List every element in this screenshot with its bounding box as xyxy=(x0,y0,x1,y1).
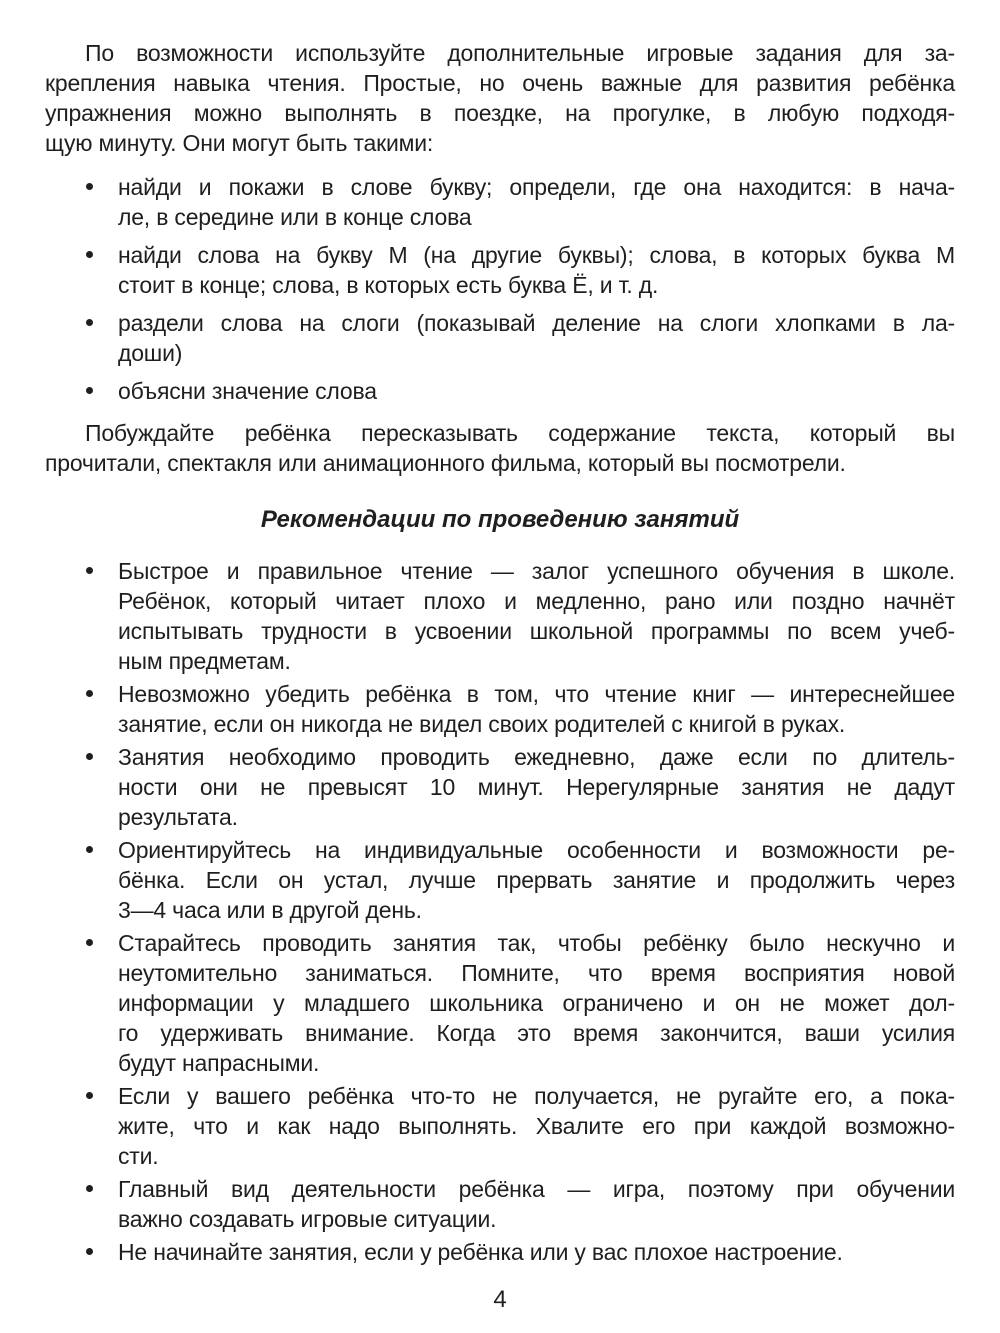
bullet-icon xyxy=(45,679,118,709)
list-item-text xyxy=(118,1237,955,1267)
text-line: го удерживать внимание. Когда это время закончится, ваши усилия xyxy=(118,1020,955,1046)
text-line: информации у младшего школьника ограничено и он не может дол- xyxy=(118,990,955,1016)
game-tasks-list xyxy=(45,172,955,406)
bullet-icon xyxy=(45,556,118,586)
list-item xyxy=(45,1174,955,1234)
section-heading: Рекомендации по проведению занятий xyxy=(260,506,740,533)
bullet-icon xyxy=(45,1081,118,1111)
text-line: найди и покажи в слове букву; определи, где она находится: в нача- xyxy=(118,174,955,200)
list-item-text xyxy=(118,928,955,1078)
text-line: неутомительно заниматься. Помните, что время восприятия новой xyxy=(118,960,955,986)
list-item-text xyxy=(118,172,955,232)
text-line: Не начинайте занятия, если у ребёнка или у вас плохое настроение. xyxy=(118,1239,843,1265)
text-line: стоит в конце; слова, в которых есть буква Ё, и т. д. xyxy=(118,272,659,298)
text-line: упражнения можно выполнять в поездке, на прогулке, в любую подходя- xyxy=(45,100,955,126)
bullet-icon xyxy=(45,742,118,772)
bullet-icon xyxy=(45,376,118,406)
list-item xyxy=(45,172,955,232)
list-item-text xyxy=(118,556,955,676)
list-item xyxy=(45,556,955,676)
list-item-text xyxy=(118,240,955,300)
list-item-text xyxy=(118,1174,955,1234)
text-line: ности они не превысят 10 минут. Нерегулярные занятия не дадут xyxy=(118,774,955,800)
list-item xyxy=(45,679,955,739)
list-item xyxy=(45,1237,955,1267)
text-line: доши) xyxy=(118,340,183,366)
text-line: Старайтесь проводить занятия так, чтобы ребёнку было нескучно и xyxy=(118,930,955,956)
bullet-icon xyxy=(45,172,118,202)
text-line: щую минуту. Они могут быть такими: xyxy=(45,130,434,156)
text-line: Быстрое и правильное чтение — залог успешного обучения в школе. xyxy=(118,558,955,584)
text-line: жите, что и как надо выполнять. Хвалите его при каждой возможно- xyxy=(118,1113,955,1139)
bullet-icon xyxy=(45,835,118,865)
text-line: испытывать трудности в усвоении школьной программы по всем учеб- xyxy=(118,618,955,644)
text-line: занятие, если он никогда не видел своих родителей с книгой в руках. xyxy=(118,711,846,737)
list-item-text xyxy=(118,308,955,368)
text-line: 3—4 часа или в другой день. xyxy=(118,897,422,923)
text-line: результата. xyxy=(118,804,238,830)
text-line: Ребёнок, который читает плохо и медленно, рано или поздно начнёт xyxy=(118,588,955,614)
list-item xyxy=(45,376,955,406)
text-line: бёнка. Если он устал, лучше прервать занятие и продолжить через xyxy=(118,867,955,893)
text-line: Занятия необходимо проводить ежедневно, даже если по длитель- xyxy=(118,744,955,770)
text-line: сти. xyxy=(118,1143,159,1169)
list-item xyxy=(45,308,955,368)
list-item-text xyxy=(118,679,955,739)
text-line: ным предметам. xyxy=(118,648,291,674)
text-line: Главный вид деятельности ребёнка — игра, поэтому при обучении xyxy=(118,1176,955,1202)
list-item-text xyxy=(118,835,955,925)
intro-paragraph xyxy=(45,38,955,158)
list-item-text xyxy=(118,376,955,406)
text-line: будут напрасными. xyxy=(118,1050,320,1076)
list-item-text xyxy=(118,1081,955,1171)
bullet-icon xyxy=(45,308,118,338)
text-line: ле, в середине или в конце слова xyxy=(118,204,472,230)
recommendations-list xyxy=(45,556,955,1267)
text-line: объясни значение слова xyxy=(118,378,377,404)
text-line: Невозможно убедить ребёнка в том, что чтение книг — интереснейшее xyxy=(118,681,955,707)
list-item xyxy=(45,240,955,300)
text-line: Побуждайте ребёнка пересказывать содержание текста, который вы xyxy=(85,420,955,446)
retell-paragraph xyxy=(45,418,955,478)
list-item xyxy=(45,742,955,832)
bullet-icon xyxy=(45,928,118,958)
list-item-text xyxy=(118,742,955,832)
bullet-icon xyxy=(45,1174,118,1204)
text-line: Ориентируйтесь на индивидуальные особенности и возможности ре- xyxy=(118,837,955,863)
text-line: важно создавать игровые ситуации. xyxy=(118,1206,497,1232)
text-line: Если у вашего ребёнка что-то не получается, не ругайте его, а пока- xyxy=(118,1083,955,1109)
list-item xyxy=(45,1081,955,1171)
text-line: прочитали, спектакля или анимационного фильма, который вы посмотрели. xyxy=(45,450,846,476)
list-item xyxy=(45,835,955,925)
text-line: раздели слова на слоги (показывай деление на слоги хлопками в ла- xyxy=(118,310,955,336)
text-line: По возможности используйте дополнительные игровые задания для за- xyxy=(85,40,955,66)
bullet-icon xyxy=(45,240,118,270)
text-line: найди слова на букву М (на другие буквы); слова, в которых буква М xyxy=(118,242,955,268)
list-item xyxy=(45,928,955,1078)
page-number: 4 xyxy=(493,1286,507,1313)
bullet-icon xyxy=(45,1237,118,1267)
text-line: крепления навыка чтения. Простые, но очень важные для развития ребёнка xyxy=(45,70,955,96)
